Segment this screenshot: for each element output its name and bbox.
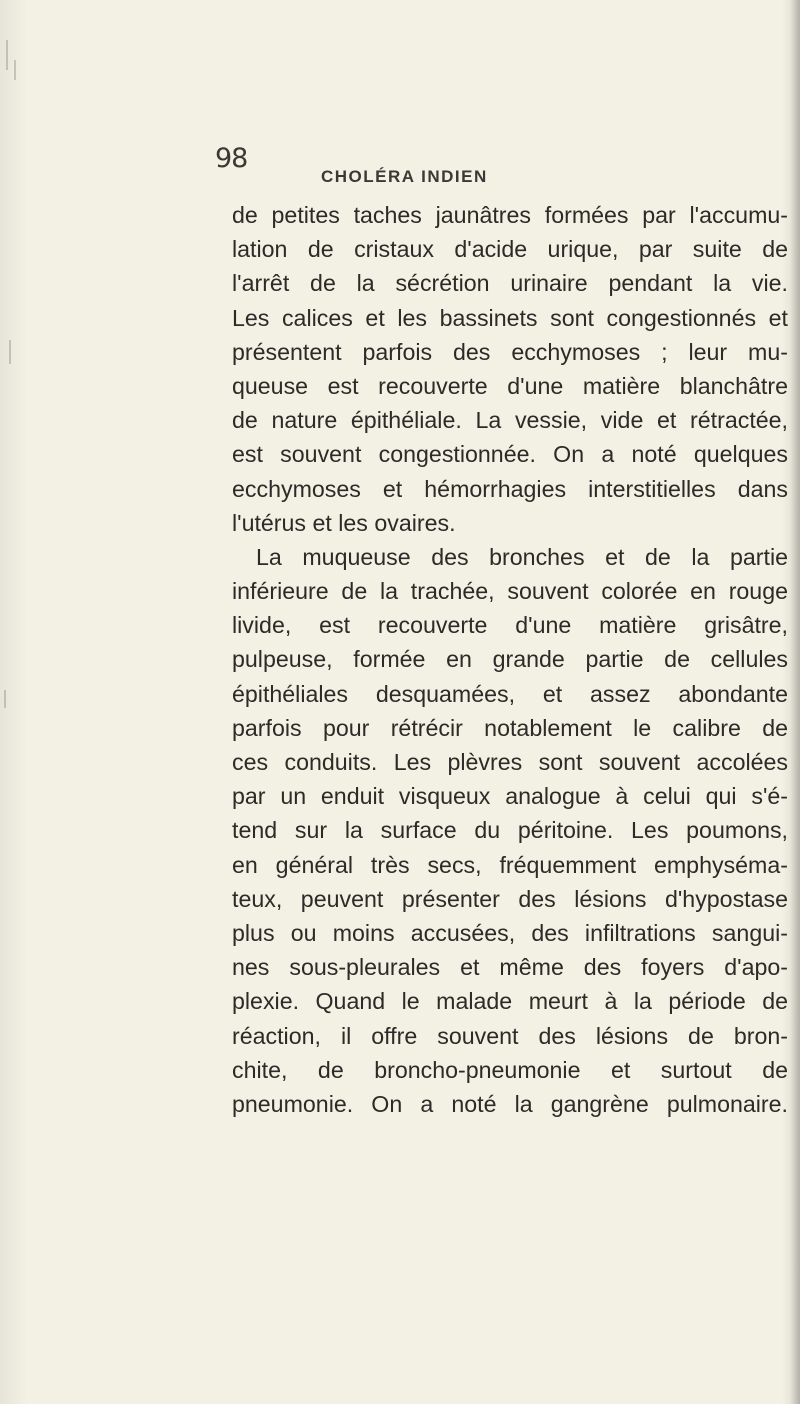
page-number: 98 xyxy=(215,143,248,174)
text-line: plexie. Quand le malade meurt à la période de xyxy=(232,988,788,1015)
text-line: teux, peuvent présenter des lésions d'hypostase xyxy=(232,885,788,912)
text-line: est souvent congestionnée. On a noté quelques xyxy=(232,441,788,468)
text-line: inférieure de la trachée, souvent colorée en rouge xyxy=(232,578,788,605)
text-line: en général très secs, fréquemment emphyséma- xyxy=(232,851,788,878)
page-edge-shadow xyxy=(790,0,800,1404)
paragraph-1 xyxy=(232,198,788,540)
text-line: livide, est recouverte d'une matière grisâtre, xyxy=(232,612,788,639)
text-line: de nature épithéliale. La vessie, vide et rétractée, xyxy=(232,407,788,434)
text-line: pneumonie. On a noté la gangrène pulmonaire. xyxy=(232,1090,788,1117)
text-line: ces conduits. Les plèvres sont souvent accolées xyxy=(232,749,788,775)
text-line: Les calices et les bassinets sont congestionnés et xyxy=(232,304,788,331)
text-line: réaction, il offre souvent des lésions de bron- xyxy=(232,1022,788,1049)
text-line: parfois pour rétrécir notablement le calibre de xyxy=(232,714,788,741)
text-line: présentent parfois des ecchymoses ; leur mu- xyxy=(232,338,788,365)
text-line: queuse est recouverte d'une matière blanchâtre xyxy=(232,372,788,399)
text-line: épithéliales desquamées, et assez abondante xyxy=(232,680,788,707)
text-line: nes sous-pleurales et même des foyers d'apo- xyxy=(232,954,788,981)
text-line: par un enduit visqueux analogue à celui qui s'é- xyxy=(232,783,788,810)
text-line: lation de cristaux d'acide urique, par suite de xyxy=(232,236,788,263)
body-text xyxy=(232,198,788,1121)
text-line: l'arrêt de la sécrétion urinaire pendant la vie. xyxy=(232,270,788,297)
running-head xyxy=(215,143,785,193)
text-line: l'utérus et les ovaires. xyxy=(232,509,456,536)
text-line: La muqueuse des bronches et de la partie xyxy=(256,543,788,570)
paragraph-2 xyxy=(232,540,788,1121)
running-title: CHOLÉRA INDIEN xyxy=(321,167,488,186)
text-line: chite, de broncho-pneumonie et surtout de xyxy=(232,1056,788,1083)
binding-edge xyxy=(0,0,20,1404)
text-line: plus ou moins accusées, des infiltrations sangui- xyxy=(232,919,788,946)
text-line: ecchymoses et hémorrhagies interstitielles dans xyxy=(232,475,788,502)
text-line: pulpeuse, formée en grande partie de cellules xyxy=(232,646,788,673)
text-line: tend sur la surface du péritoine. Les poumons, xyxy=(232,817,788,844)
text-line: de petites taches jaunâtres formées par l'accumu- xyxy=(232,202,788,228)
